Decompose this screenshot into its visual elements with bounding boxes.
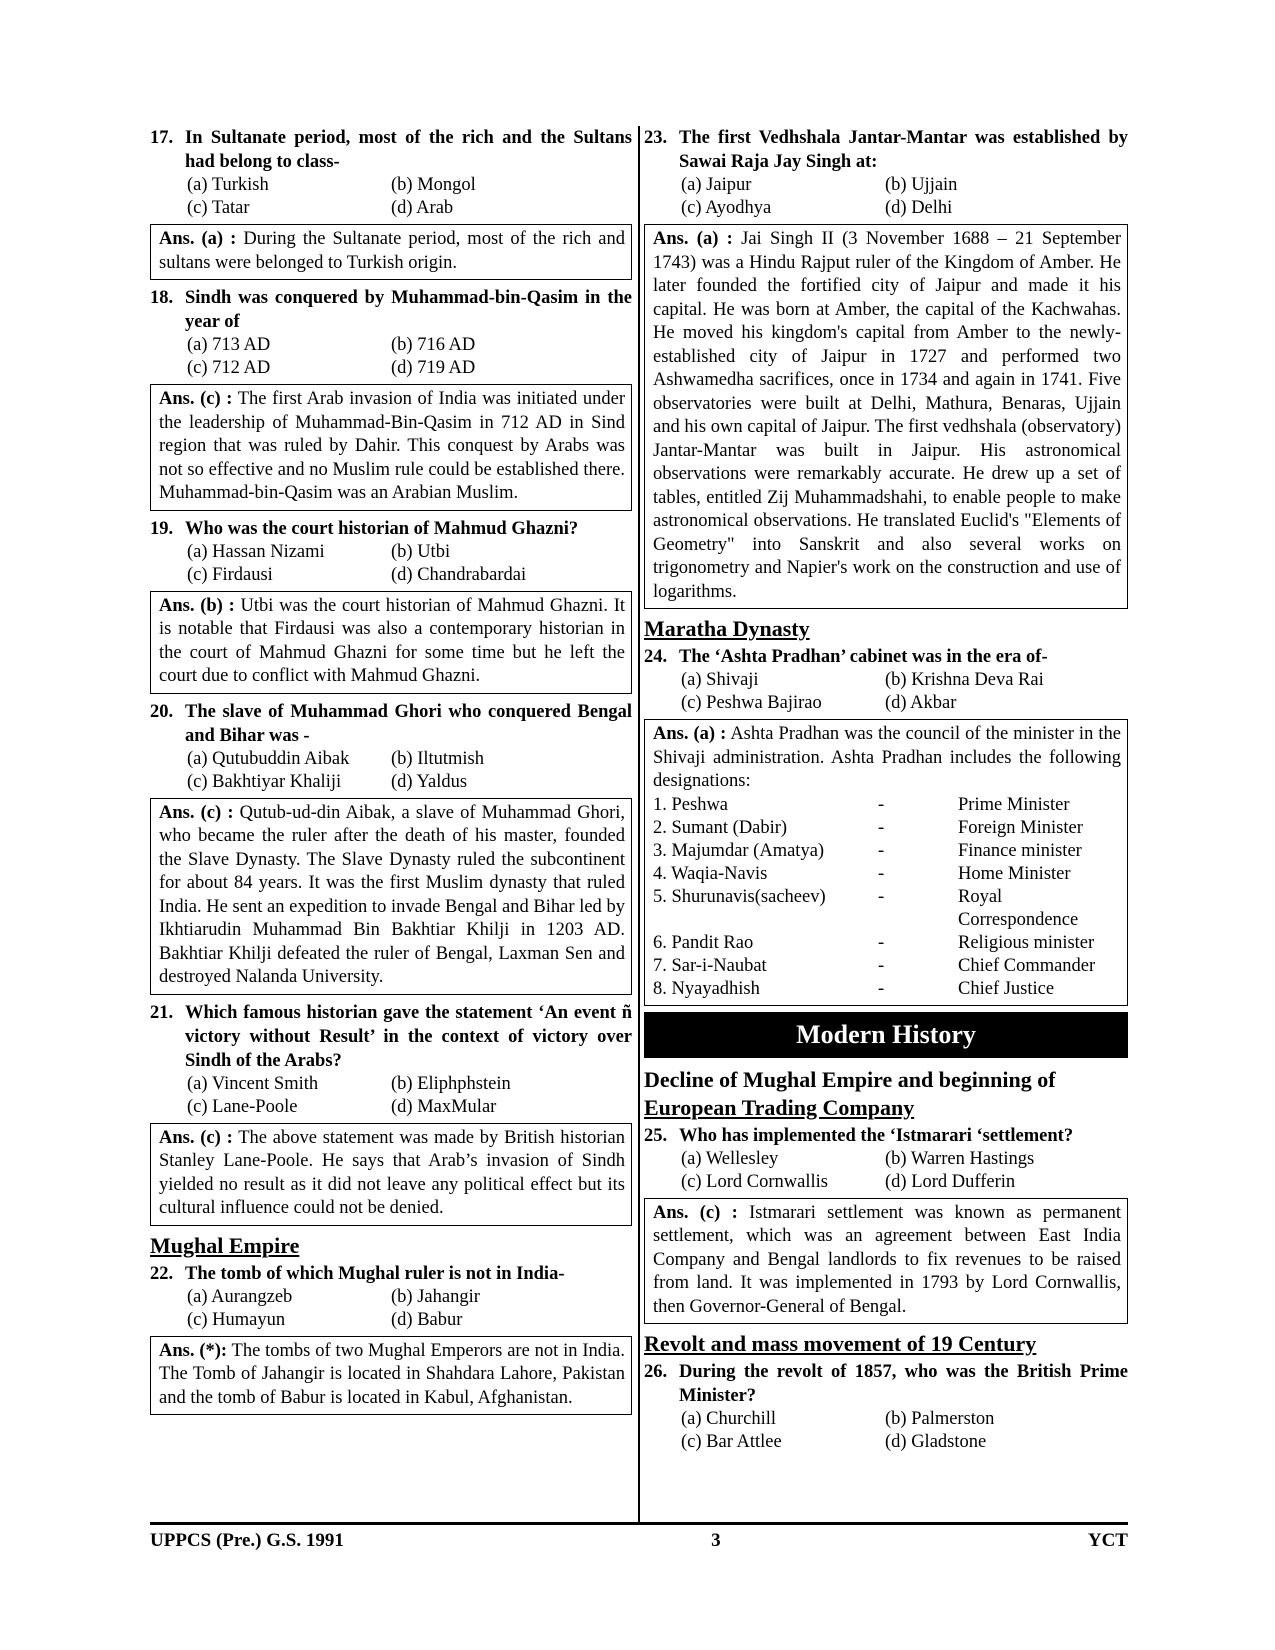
designation-role: Prime Minister	[958, 794, 1070, 815]
question-23	[644, 126, 1128, 609]
option-b: (b) Warren Hastings	[885, 1148, 1035, 1169]
designation-row	[653, 886, 1121, 932]
question-25	[644, 1124, 1128, 1325]
designation-dash: -	[878, 863, 885, 884]
designation-title: 2. Sumant (Dabir)	[653, 817, 788, 838]
designation-title: 7. Sar-i-Naubat	[653, 955, 767, 976]
option-c: (c) Lord Cornwallis	[681, 1171, 828, 1192]
option-b: (b) Eliphphstein	[391, 1073, 511, 1094]
option-b: (b) 716 AD	[391, 335, 476, 355]
footer-publisher: YCT	[1087, 1530, 1128, 1551]
question-text: Who has implemented the ‘Istmarari ‘settlement?	[679, 1125, 1074, 1146]
question-number: 23.	[644, 128, 668, 148]
designation-role: Home Minister	[958, 863, 1071, 884]
modern-history-banner: Modern History	[644, 1012, 1128, 1058]
option-d: (d) Akbar	[885, 693, 957, 713]
answer-text: Ashta Pradhan was the council of the minister in the Shivaji administration. Ashta Pradhan includes the following designations:	[653, 724, 1121, 791]
option-b: (b) Palmerston	[885, 1409, 995, 1429]
question-21	[150, 1001, 632, 1226]
question-number: 18.	[150, 288, 174, 308]
answer-box	[150, 384, 632, 511]
answer-box	[150, 1123, 632, 1226]
option-a: (a) Qutubuddin Aibak	[187, 748, 350, 769]
option-c: (c) Firdausi	[187, 564, 273, 585]
option-c: (c) Ayodhya	[681, 198, 772, 218]
designation-dash: -	[878, 955, 885, 976]
option-d: (d) 719 AD	[391, 358, 476, 378]
option-c: (c) Bar Attlee	[681, 1432, 782, 1452]
option-b: (b) Ujjain	[885, 175, 958, 195]
options	[187, 748, 632, 794]
question-17	[150, 126, 632, 280]
option-a: (a) Wellesley	[681, 1148, 779, 1169]
option-c: (c) Tatar	[187, 198, 250, 218]
designation-dash: -	[878, 932, 885, 953]
option-b: (b) Jahangir	[391, 1286, 480, 1307]
options	[681, 1148, 1128, 1194]
question-number: 24.	[644, 647, 668, 667]
option-a: (a) 713 AD	[187, 335, 271, 355]
option-c: (c) Bakhtiyar Khaliji	[187, 771, 342, 792]
designation-dash: -	[878, 817, 885, 838]
option-c: (c) Lane-Poole	[187, 1096, 298, 1117]
page-footer	[150, 1530, 1128, 1552]
answer-text: The tombs of two Mughal Emperors are not in India. The Tomb of Jahangir is located in Shahdara Lahore, Pakistan and the tomb of Babur is located in Kabul, Afghanistan.	[159, 1340, 625, 1408]
answer-text: Istmarari settlement was known as permanent settlement, which was an agreement between East India Company and Bengal landlords to fix revenues to be raised from land. It was implemented in 1793 by Lord Cornwallis, then Governor-General of Bengal.	[653, 1202, 1122, 1317]
designation-role: Chief Justice	[958, 978, 1055, 999]
answer-label: Ans. (a) :	[653, 724, 727, 744]
designation-dash: -	[878, 978, 885, 999]
option-d: (d) Lord Dufferin	[885, 1171, 1016, 1192]
option-b: (b) Utbi	[391, 541, 451, 562]
question-number: 26.	[644, 1362, 668, 1382]
question-text: The ‘Ashta Pradhan’ cabinet was in the era of-	[679, 647, 1048, 667]
question-number: 19.	[150, 518, 174, 539]
designation-title: 8. Nyayadhish	[653, 978, 760, 999]
options	[187, 1286, 632, 1332]
answer-label: Ans. (c) :	[159, 802, 234, 823]
option-a: (a) Vincent Smith	[187, 1073, 319, 1094]
answer-text: Qutub-ud-din Aibak, a slave of Muhammad Ghori, who became the ruler after the death of his master, founded the Slave Dynasty. The Slave Dynasty ruled the subcontinent for about 84 years. It was the first Muslim dynasty that ruled India. He sent an expedition to invade Bengal and Bihar led by Ikhtiarudin Muhammad Bin Bakhtiar Khilji in 1203 AD. Bakhtiar Khilji defeated the ruler of Bengal, Laxman Sen and destroyed Nalanda University.	[159, 802, 625, 987]
section-heading-maratha: Maratha Dynasty	[644, 616, 810, 641]
column-divider	[638, 126, 640, 1522]
question-number: 20.	[150, 701, 174, 722]
options	[681, 669, 1128, 715]
question-text: In Sultanate period, most of the rich and the Sultans had belong to class-	[185, 128, 632, 172]
section-heading-european: European Trading Company	[644, 1094, 915, 1120]
question-24	[644, 645, 1128, 1006]
answer-label: Ans. (*):	[159, 1340, 228, 1361]
option-b: (b) Mongol	[391, 175, 476, 195]
designation-role: Chief Commander	[958, 955, 1096, 976]
designation-title: 5. Shurunavis(sacheev)	[653, 886, 826, 907]
section-heading-decline: Decline of Mughal Empire and beginning of	[644, 1066, 1056, 1092]
designation-title: 3. Majumdar (Amatya)	[653, 840, 825, 861]
question-number: 21.	[150, 1002, 174, 1023]
section-heading-mughal: Mughal Empire	[150, 1232, 300, 1258]
options	[681, 1408, 1128, 1454]
answer-label: Ans. (c) :	[653, 1202, 738, 1223]
option-a: (a) Hassan Nizami	[187, 541, 325, 562]
question-26	[644, 1360, 1128, 1454]
designation-row	[653, 955, 1121, 978]
designation-title: 6. Pandit Rao	[653, 932, 754, 953]
option-d: (d) MaxMular	[391, 1096, 497, 1117]
question-text: During the revolt of 1857, who was the British Prime Minister?	[679, 1362, 1128, 1406]
option-b: (b) Krishna Deva Rai	[885, 670, 1044, 690]
designation-dash: -	[878, 794, 885, 815]
question-text: Who was the court historian of Mahmud Ghazni?	[185, 518, 579, 539]
option-c: (c) Humayun	[187, 1309, 286, 1330]
designation-row	[653, 978, 1121, 1001]
left-column	[150, 126, 632, 1421]
designation-role: Royal Correspondence	[958, 886, 1079, 930]
options	[681, 174, 1128, 220]
answer-label: Ans. (b) :	[159, 595, 235, 616]
option-d: (d) Gladstone	[885, 1432, 987, 1452]
answer-label: Ans. (c) :	[159, 1127, 233, 1148]
designation-row	[653, 794, 1121, 817]
footer-rule	[150, 1522, 1128, 1525]
option-d: (d) Babur	[391, 1309, 463, 1330]
options	[187, 541, 632, 587]
question-text: Sindh was conquered by Muhammad-bin-Qasim in the year of	[185, 288, 632, 332]
question-text: Which famous historian gave the statement ‘An event ñ victory without Result’ in the context of victory over Sindh of the Arabs?	[185, 1002, 632, 1071]
designation-row	[653, 840, 1121, 863]
answer-box	[644, 224, 1128, 609]
answer-text: The first Arab invasion of India was initiated under the leadership of Muhammad-Bin-Qasim in 712 AD in Sind region that was ruled by Dahir. This conquest by Arabs was not so effective and no Muslim rule could be established there. Muhammad-bin-Qasim was an Arabian Muslim.	[159, 389, 625, 503]
option-d: (d) Chandrabardai	[391, 564, 527, 585]
question-text: The slave of Muhammad Ghori who conquered Bengal and Bihar was -	[185, 701, 632, 746]
question-number: 17.	[150, 128, 174, 148]
option-d: (d) Delhi	[885, 198, 953, 218]
question-22	[150, 1262, 632, 1416]
option-c: (c) Peshwa Bajirao	[681, 693, 822, 713]
answer-label: Ans. (a) :	[653, 229, 733, 249]
designation-row	[653, 932, 1121, 955]
question-text: The first Vedhshala Jantar-Mantar was established by Sawai Raja Jay Singh at:	[679, 128, 1128, 172]
options	[187, 174, 632, 220]
answer-label: Ans. (c) :	[159, 389, 233, 409]
options	[187, 1073, 632, 1119]
option-c: (c) 712 AD	[187, 358, 271, 378]
answer-label: Ans. (a) :	[159, 229, 237, 249]
right-column	[644, 126, 1128, 1454]
option-a: (a) Shivaji	[681, 670, 759, 690]
designation-dash: -	[878, 886, 885, 907]
answer-box	[150, 591, 632, 694]
option-d: (d) Yaldus	[391, 771, 468, 792]
designation-title: 4. Waqia-Navis	[653, 863, 768, 884]
designations-list	[653, 794, 1121, 1001]
answer-text: During the Sultanate period, most of the rich and sultans were belonged to Turkish origin.	[159, 229, 625, 273]
answer-text: The above statement was made by British historian Stanley Lane-Poole. He says that Arab’s invasion of Sindh yielded no result as it did not leave any political effect but its cultural influence could not be denied.	[159, 1127, 625, 1218]
question-19	[150, 517, 632, 694]
designation-role: Foreign Minister	[958, 817, 1083, 838]
option-a: (a) Jaipur	[681, 175, 752, 195]
answer-text: Utbi was the court historian of Mahmud Ghazni. It is notable that Firdausi was also a contemporary historian in the court of Mahmud Ghazni for some time but he left the court due to conflict with Mahmud Ghazni.	[159, 595, 625, 686]
option-d: (d) Arab	[391, 198, 454, 218]
question-text: The tomb of which Mughal ruler is not in India-	[185, 1263, 565, 1284]
designation-role: Religious minister	[958, 932, 1095, 953]
option-a: (a) Turkish	[187, 175, 269, 195]
answer-box	[150, 798, 632, 995]
answer-box	[644, 719, 1128, 1006]
designation-role: Finance minister	[958, 840, 1082, 861]
answer-box	[644, 1198, 1128, 1325]
options	[187, 334, 632, 380]
designation-dash: -	[878, 840, 885, 861]
page-number: 3	[711, 1530, 721, 1551]
answer-box	[150, 224, 632, 280]
option-b: (b) Iltutmish	[391, 748, 485, 769]
designation-title: 1. Peshwa	[653, 794, 729, 815]
footer-exam: UPPCS (Pre.) G.S. 1991	[150, 1530, 344, 1551]
designation-row	[653, 817, 1121, 840]
question-18	[150, 286, 632, 511]
answer-box	[150, 1336, 632, 1416]
question-number: 25.	[644, 1125, 668, 1146]
option-a: (a) Aurangzeb	[187, 1286, 293, 1307]
designation-row	[653, 863, 1121, 886]
question-number: 22.	[150, 1263, 174, 1284]
option-a: (a) Churchill	[681, 1409, 777, 1429]
section-heading-revolt: Revolt and mass movement of 19 Century	[644, 1331, 1037, 1356]
answer-text: Jai Singh II (3 November 1688 – 21 September 1743) was a Hindu Rajput ruler of the Kingdom of Amber. He later founded the fortified city of Jaipur and made it his capital. He was born at Amber, the capital of the Kachwahas. He moved his kingdom's capital from Amber to the newly-established city of Jaipur in 1727 and performed two Ashwamedha sacrifices, once in 1734 and again in 1741. Five observatories were built at Delhi, Mathura, Benaras, Ujjain and his own capital of Jaipur. The first vedhshala (observatory) Jantar-Mantar was built in Jaipur. His astronomical observations were remarkably accurate. He drew up a set of tables, entitled Zij Muhammadshahi, to enable people to make astronomical observations. He translated Euclid's "Elements of Geometry" into Sanskrit and also several works on trigonometry and Napier's work on the construction and use of logarithms.	[653, 229, 1121, 602]
question-20	[150, 700, 632, 995]
